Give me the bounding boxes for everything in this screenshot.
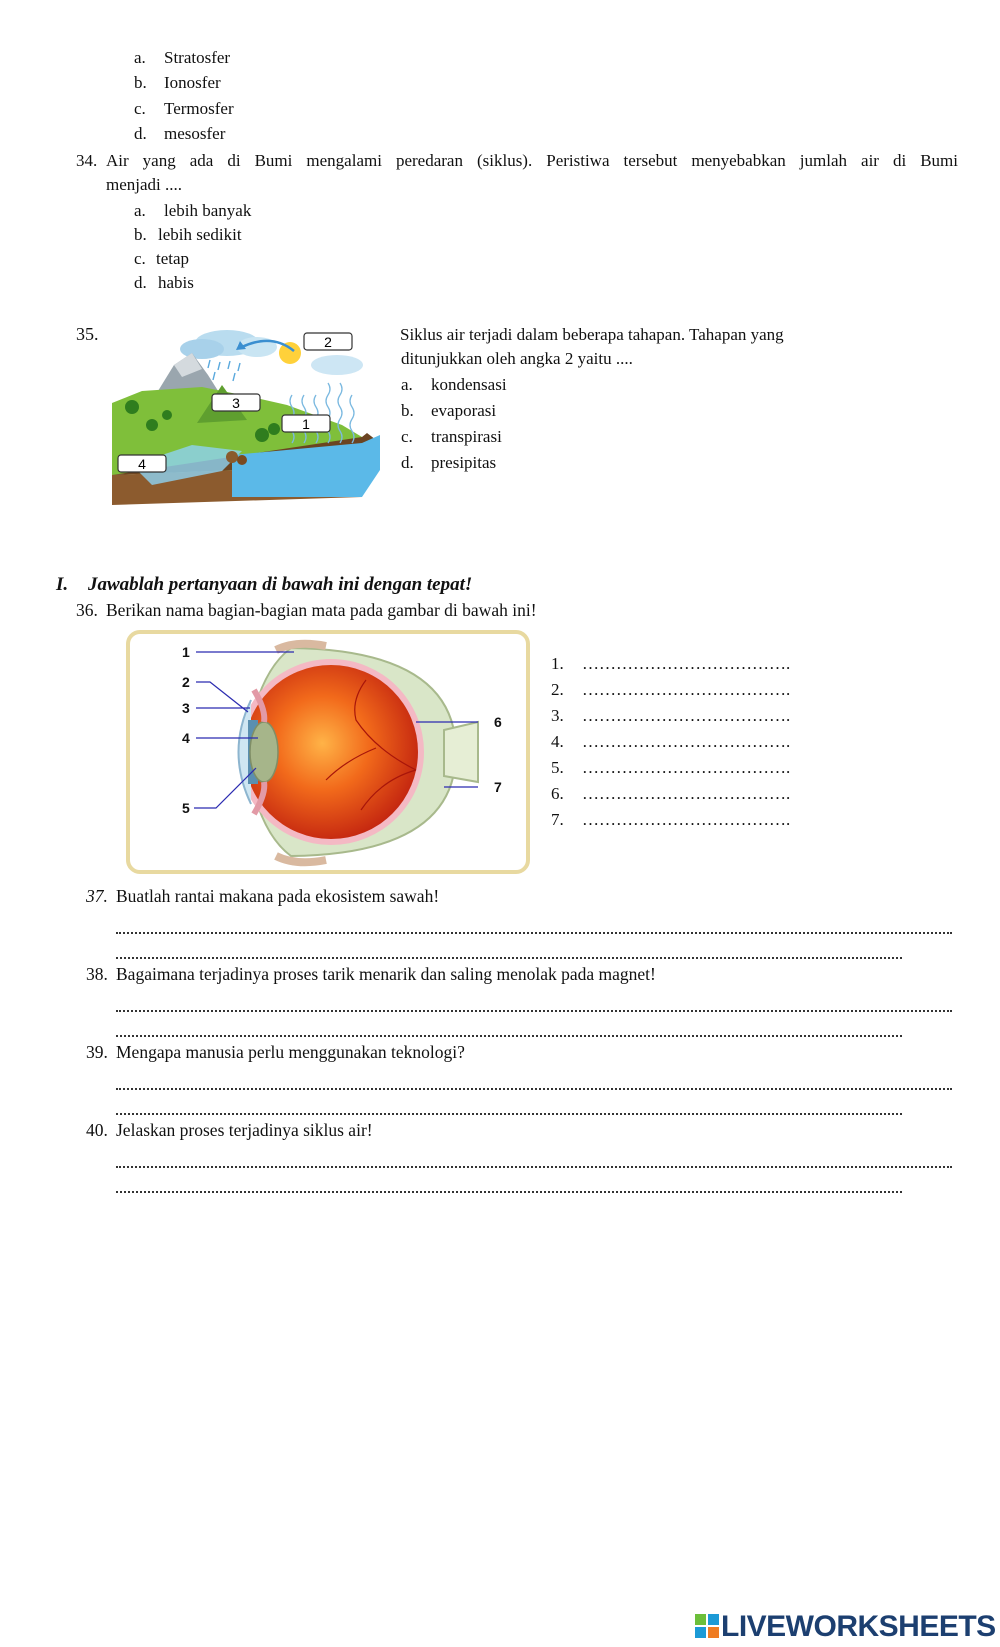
eye-answer-4[interactable]: 4. ………………………………. [551, 732, 791, 751]
eye-answer-2[interactable]: 2. ………………………………. [551, 680, 791, 699]
water-cycle-label-4: 4 [138, 456, 146, 472]
q35-option-a: a. kondensasi [401, 375, 507, 394]
q33-option-b: b. Ionosfer [134, 73, 221, 92]
answer-line-40b[interactable] [116, 1171, 902, 1193]
eye-label-2: 2 [182, 674, 190, 690]
answer-line-38b[interactable] [116, 1015, 902, 1037]
essay-question-38: 38. Bagaimana terjadinya proses tarik menarik dan saling menolak pada magnet! [86, 964, 656, 984]
eye-label-6: 6 [494, 714, 502, 730]
answer-line-37b[interactable] [116, 937, 902, 959]
q34-number: 34. [76, 151, 98, 170]
q34-option-a: a. lebih banyak [134, 201, 252, 220]
essay-question-39: 39. Mengapa manusia perlu menggunakan teknologi? [86, 1042, 465, 1062]
water-cycle-label-2: 2 [324, 334, 332, 350]
liveworksheets-logo-icon [695, 1614, 719, 1640]
section-heading [56, 574, 472, 596]
q34-option-b: b. lebih sedikit [134, 225, 242, 244]
q35-option-b: b. evaporasi [401, 401, 497, 420]
answer-line-37a[interactable] [116, 912, 952, 934]
answer-line-39b[interactable] [116, 1093, 902, 1115]
eye-label-7: 7 [494, 779, 502, 795]
section-title: Jawablah pertanyaan di bawah ini dengan tepat! [88, 574, 473, 595]
liveworksheets-logo[interactable] [695, 1610, 996, 1644]
essay-question-37: 37. Buatlah rantai makana pada ekosistem sawah! [86, 886, 440, 906]
q33-option-d: d. mesosfer [134, 124, 226, 143]
eye-answer-1[interactable]: 1. ………………………………. [551, 654, 791, 673]
eye-label-5: 5 [182, 800, 190, 816]
q33-option-c: c. Termosfer [134, 99, 234, 118]
q35-text-line1: Siklus air terjadi dalam beberapa tahapan. Tahapan yang [400, 325, 784, 344]
q34-option-c: c. tetap [134, 249, 190, 268]
eye-label-1: 1 [182, 644, 190, 660]
eye-label-3: 3 [182, 700, 190, 716]
water-cycle-label-3: 3 [232, 395, 240, 411]
q34-option-d: d. habis [134, 273, 194, 292]
answer-line-39a[interactable] [116, 1068, 952, 1090]
eye-answer-6[interactable]: 6. ………………………………. [551, 784, 791, 803]
q34-text-line1: Air yang ada di Bumi mengalami peredaran (siklus). Peristiwa tersebut menyebabkan jumlah air di Bumi [106, 151, 958, 170]
answer-line-38a[interactable] [116, 990, 952, 1012]
q35-option-d: d. presipitas [401, 453, 497, 472]
answer-line-40a[interactable] [116, 1146, 952, 1168]
sun-icon [279, 342, 301, 364]
eye-answer-3[interactable]: 3. ………………………………. [551, 706, 791, 725]
q35-number: 35. [76, 324, 99, 344]
essay-question-40: 40. Jelaskan proses terjadinya siklus air! [86, 1120, 373, 1140]
water-cycle-label-1: 1 [302, 416, 310, 432]
eye-answer-5[interactable]: 5. ………………………………. [551, 758, 791, 777]
eye-answer-7[interactable]: 7. ………………………………. [551, 810, 791, 829]
q36-question: 36. Berikan nama bagian-bagian mata pada gambar di bawah ini! [76, 600, 537, 620]
water-cycle-diagram [112, 325, 380, 505]
q34-text-line2: menjadi .... [106, 175, 183, 194]
q35-text-line2: ditunjukkan oleh angka 2 yaitu .... [401, 349, 633, 368]
eye-diagram [126, 630, 531, 876]
eye-label-4: 4 [182, 730, 190, 746]
q35-option-c: c. transpirasi [401, 427, 502, 446]
q33-option-a: a. Stratosfer [134, 48, 231, 67]
section-roman: I. [56, 574, 69, 595]
logo-text: LIVEWORKSHEETS [721, 1610, 996, 1643]
